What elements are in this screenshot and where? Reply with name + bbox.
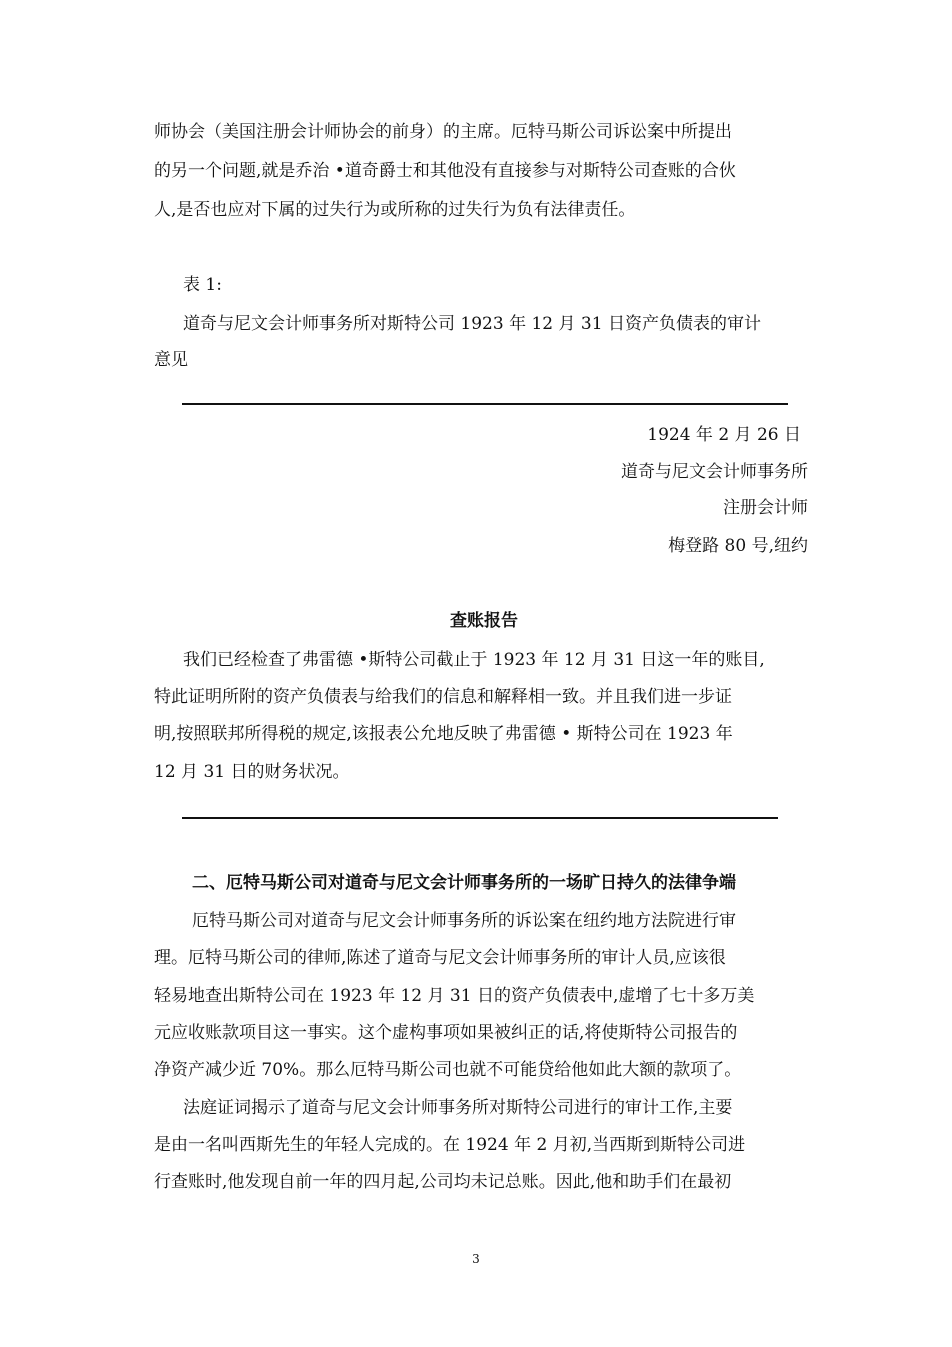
report-line-1: 我们已经检查了弗雷德 •斯特公司截止于 1923 年 12 月 31 日这一年的账目,	[183, 650, 765, 670]
letter-title: 注册会计师	[723, 498, 808, 518]
report-line-4: 12 月 31 日的财务状况。	[154, 762, 350, 782]
bottom-divider	[182, 817, 778, 819]
section2-line-1: 厄特马斯公司对道奇与尼文会计师事务所的诉讼案在纽约地方法院进行审	[192, 911, 736, 931]
section2-line-6: 法庭证词揭示了道奇与尼文会计师事务所对斯特公司进行的审计工作,主要	[183, 1098, 733, 1118]
page-number: 3	[472, 1252, 480, 1266]
section2-line-5: 净资产减少近 70%。那么厄特马斯公司也就不可能贷给他如此大额的款项了。	[154, 1060, 742, 1080]
section2-line-3: 轻易地查出斯特公司在 1923 年 12 月 31 日的资产负债表中,虚增了七十多万美	[154, 986, 755, 1006]
top-divider	[182, 403, 788, 405]
table-label: 表 1:	[183, 275, 222, 295]
letter-date: 1924 年 2 月 26 日	[647, 425, 801, 445]
table-caption-line-1: 道奇与尼文会计师事务所对斯特公司 1923 年 12 月 31 日资产负债表的审计	[183, 314, 761, 334]
section2-heading: 二、厄特马斯公司对道奇与尼文会计师事务所的一场旷日持久的法律争端	[192, 873, 736, 893]
letter-address: 梅登路 80 号,纽约	[668, 536, 808, 556]
intro-line-2: 的另一个问题,就是乔治 •道奇爵士和其他没有直接参与对斯特公司查账的合伙	[154, 161, 736, 181]
report-line-3: 明,按照联邦所得税的规定,该报表公允地反映了弗雷德 • 斯特公司在 1923 年	[154, 724, 733, 744]
intro-line-1: 师协会（美国注册会计师协会的前身）的主席。厄特马斯公司诉讼案中所提出	[154, 122, 732, 142]
report-line-2: 特此证明所附的资产负债表与给我们的信息和解释相一致。并且我们进一步证	[154, 687, 732, 707]
letter-firm: 道奇与尼文会计师事务所	[621, 462, 808, 482]
report-heading: 查账报告	[450, 611, 518, 631]
section2-line-4: 元应收账款项目这一事实。这个虚构事项如果被纠正的话,将使斯特公司报告的	[154, 1023, 738, 1043]
intro-line-3: 人,是否也应对下属的过失行为或所称的过失行为负有法律责任。	[154, 200, 636, 220]
section2-line-2: 理。厄特马斯公司的律师,陈述了道奇与尼文会计师事务所的审计人员,应该很	[154, 948, 726, 968]
section2-line-8: 行查账时,他发现自前一年的四月起,公司均未记总账。因此,他和助手们在最初	[154, 1172, 732, 1192]
table-caption-line-2: 意见	[154, 350, 188, 370]
section2-line-7: 是由一名叫西斯先生的年轻人完成的。在 1924 年 2 月初,当西斯到斯特公司进	[154, 1135, 746, 1155]
